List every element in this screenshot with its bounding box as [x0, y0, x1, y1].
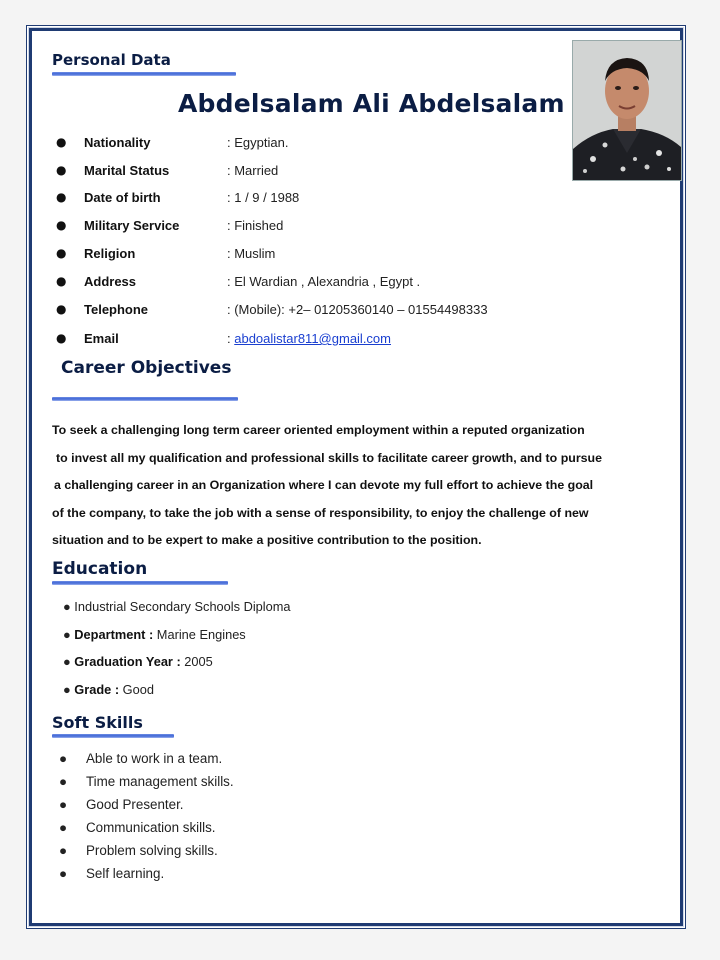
soft-skills-heading: Soft Skills	[52, 713, 143, 732]
bullet-icon: ●	[59, 843, 68, 858]
paragraph-line: of the company, to take the job with a sense of responsibility, to enjoy the challenge of new	[52, 505, 589, 520]
soft-skills-underline	[52, 734, 174, 738]
education-heading: Education	[52, 559, 148, 579]
skill-text: Communication skills.	[86, 820, 216, 835]
education-value: Industrial Secondary Schools Diploma	[74, 599, 291, 614]
education-item: ● Industrial Secondary Schools Diploma	[63, 599, 291, 614]
skill-text: Self learning.	[86, 866, 165, 881]
education-label: Grade :	[74, 682, 120, 697]
field-label: Date of birth	[84, 190, 161, 205]
bullet-icon: ●	[59, 774, 68, 789]
skill-text: Problem solving skills.	[86, 843, 218, 858]
education-value: 2005	[180, 654, 213, 669]
field-value: : 1 / 9 / 1988	[227, 190, 300, 205]
paragraph-line: situation and to be expert to make a positive contribution to the position.	[52, 533, 482, 547]
skill-text: Time management skills.	[86, 774, 234, 789]
bullet-icon: ●	[56, 163, 67, 177]
bullet-icon: ●	[59, 866, 68, 881]
education-item: ● Grade : Good	[63, 682, 154, 697]
bullet-icon: ●	[56, 246, 67, 260]
bullet-icon: ●	[59, 820, 68, 835]
paragraph-line: to invest all my qualification and professional skills to facilitate career growth, and to pursue	[56, 450, 602, 465]
education-label: Department :	[74, 627, 154, 642]
field-value: : Egyptian.	[227, 135, 289, 150]
skill-text: Able to work in a team.	[86, 751, 223, 766]
field-value: : Finished	[227, 218, 284, 233]
career-objectives-text	[52, 417, 672, 555]
education-item: ● Graduation Year : 2005	[63, 654, 213, 669]
paragraph-line: To seek a challenging long term career oriented employment within a reputed organization	[52, 423, 585, 437]
career-objectives-underline	[52, 397, 238, 401]
field-label: Email	[84, 331, 119, 346]
field-label: Military Service	[84, 218, 180, 233]
field-value: : Married	[227, 163, 279, 178]
field-value: : (Mobile): +2– 01205360140 – 01554498333	[227, 302, 488, 317]
bullet-icon: ●	[56, 135, 67, 149]
field-value: : El Wardian , Alexandria , Egypt .	[227, 274, 421, 289]
bullet-icon: ●	[59, 797, 68, 812]
bullet-icon: ●	[56, 331, 67, 345]
career-objectives-heading: Career Objectives	[61, 358, 232, 378]
education-value: Good	[119, 682, 154, 697]
education-underline	[52, 581, 228, 585]
bullet-icon: ●	[56, 190, 67, 204]
personal-data-heading: Personal Data	[52, 51, 171, 69]
bullet-icon: ●	[59, 751, 68, 766]
field-label: Telephone	[84, 302, 149, 317]
email-prefix: :	[227, 331, 235, 346]
bullet-icon: ●	[56, 274, 67, 288]
bullet-icon: ●	[56, 218, 67, 232]
skill-text: Good Presenter.	[86, 797, 184, 812]
cv-page	[29, 28, 683, 926]
candidate-name: Abdelsalam Ali Abdelsalam	[178, 89, 565, 118]
field-value	[227, 331, 391, 346]
bullet-icon: ●	[56, 302, 67, 316]
paragraph-line: a challenging career in an Organization where I can devote my full effort to achieve the goal	[54, 478, 594, 492]
field-value: : Muslim	[227, 246, 276, 261]
education-value: Marine Engines	[153, 627, 246, 642]
email-link[interactable]: abdoalistar811@gmail.com	[234, 331, 391, 346]
personal-data-underline	[52, 72, 236, 76]
portrait-image	[573, 41, 681, 180]
profile-photo	[572, 40, 682, 181]
field-label: Religion	[84, 246, 136, 261]
field-label: Marital Status	[84, 163, 170, 178]
field-label: Address	[84, 274, 137, 289]
education-label: Graduation Year :	[74, 654, 181, 669]
field-label: Nationality	[84, 135, 151, 150]
education-item: ● Department : Marine Engines	[63, 627, 246, 642]
